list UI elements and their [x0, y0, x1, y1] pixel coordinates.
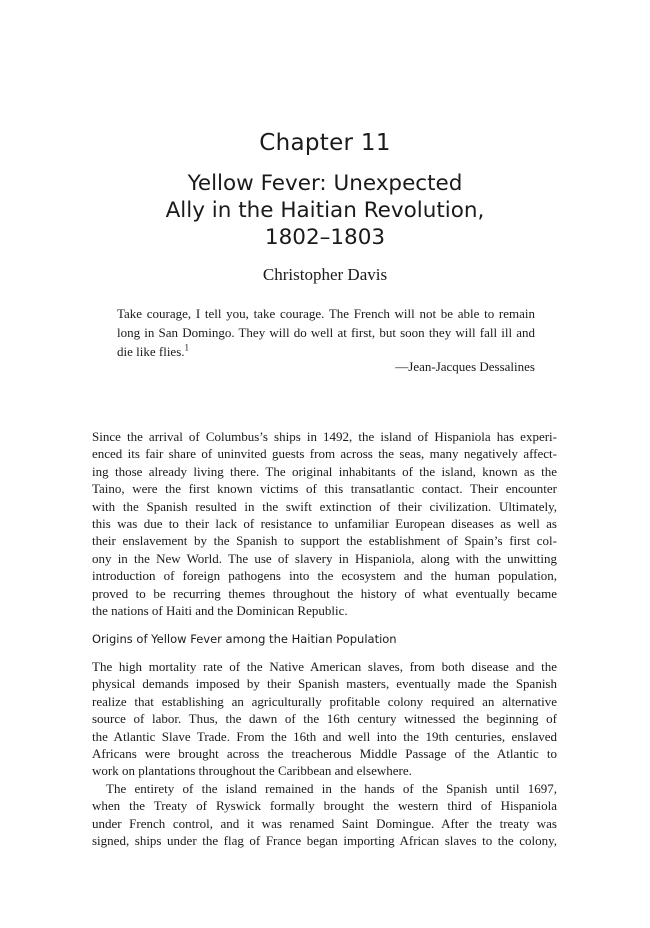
text-line: when the Treaty of Ryswick formally brought the western third of Hispaniola	[92, 798, 557, 814]
text-line: the Atlantic Slave Trade. From the 16th and well into the 19th centuries, enslaved	[92, 728, 557, 744]
text-line: signed, ships under the flag of France began importing African slaves to the colony,	[92, 833, 557, 849]
text-line: Since the arrival of Columbus’s ships in 1492, the island of Hispaniola has experi-	[92, 429, 557, 444]
section-paragraph-2	[92, 780, 557, 850]
epigraph-quote	[117, 304, 535, 361]
text-line: their enslavement by the Spanish to support the establishment of Spain’s first col-	[92, 533, 557, 549]
epigraph-text: Take courage, I tell you, take courage. The French will not be able to remain long in San Domingo. They will do well at first, but soon they will fall ill and die like flies.	[117, 306, 535, 359]
chapter-title-line: 1802–1803	[264, 225, 386, 250]
chapter-author: Christopher Davis	[262, 265, 388, 284]
intro-paragraph	[92, 428, 557, 619]
text-line: introduction of foreign pathogens into the ecosystem and the human population,	[92, 568, 557, 584]
text-line: with the Spanish resulted in the swift extinction of their civilization. Ultimately,	[92, 498, 557, 514]
text-line: proved to be recurring themes throughout the history of what eventually became	[92, 585, 557, 601]
chapter-title	[100, 170, 550, 251]
text-line: realize that establishing an agriculturally profitable colony required an alternative	[92, 693, 557, 709]
text-line: Taino, were the first known victims of this transatlantic contact. Their encounter	[92, 481, 557, 497]
text-line: The entirety of the island remained in the hands of the Spanish until 1697,	[106, 781, 557, 796]
text-line: physical demands imposed by their Spanish masters, eventually made the Spanish	[92, 676, 557, 692]
text-line: ing those already living there. The original inhabitants of the island, known as the	[92, 463, 557, 479]
text-line: ony in the New World. The use of slavery in Hispaniola, along with the unwitting	[92, 550, 557, 566]
text-line: the nations of Haiti and the Dominican Republic.	[92, 603, 348, 619]
chapter-label: Chapter 11	[259, 130, 391, 156]
text-line: work on plantations throughout the Caribbean and elsewhere.	[92, 763, 412, 779]
text-line: under French control, and it was renamed Saint Domingue. After the treaty was	[92, 815, 557, 831]
footnote-marker[interactable]: 1	[184, 342, 190, 353]
text-line: enced its fair share of uninvited guests from across the seas, many negatively affect-	[92, 446, 557, 462]
text-line: this was due to their lack of resistance to unfamiliar European diseases as well as	[92, 516, 557, 532]
chapter-title-line: Ally in the Haitian Revolution,	[165, 198, 485, 223]
text-line: Africans were brought across the treacherous Middle Passage of the Atlantic to	[92, 746, 557, 762]
section-heading: Origins of Yellow Fever among the Haitian Population	[92, 632, 397, 646]
chapter-title-line: Yellow Fever: Unexpected	[187, 171, 463, 196]
text-line: source of labor. Thus, the dawn of the 16th century witnessed the beginning of	[92, 711, 557, 727]
text-line: The high mortality rate of the Native American slaves, from both disease and the	[92, 659, 557, 674]
section-paragraph-1	[92, 658, 557, 780]
epigraph-attribution: —Jean-Jacques Dessalines	[395, 359, 535, 374]
